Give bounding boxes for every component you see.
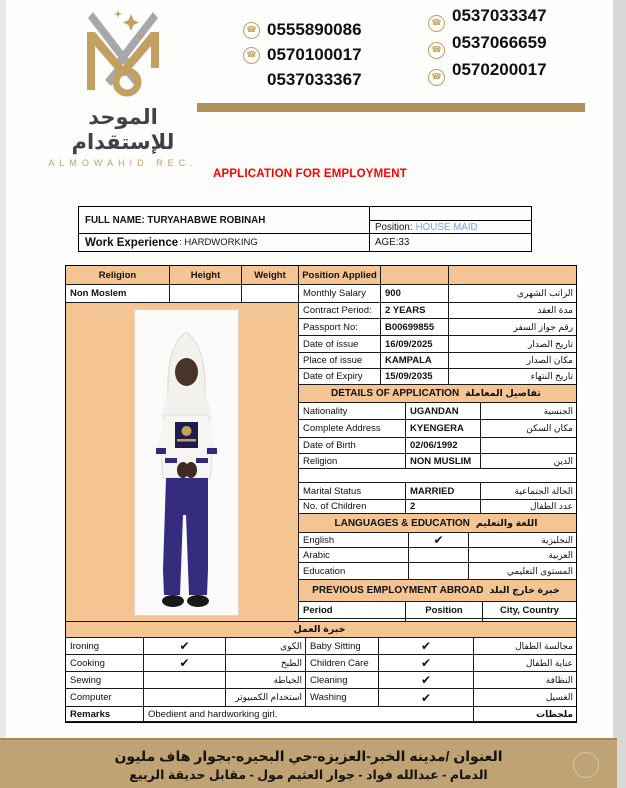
field-value: 2 <box>406 500 481 514</box>
applicant-summary-table <box>78 206 532 252</box>
checkmark: ✔ <box>379 689 474 707</box>
field-label-arabic: رقم جواز السفر <box>449 319 576 336</box>
language-label-arabic: النجليزية <box>469 533 576 548</box>
field-label: Date of Birth <box>299 438 406 454</box>
height-value <box>170 285 242 303</box>
skill-label: Washing <box>306 689 379 707</box>
checkmark: ✔ <box>379 638 474 655</box>
skill-label: Baby Sitting <box>306 638 379 655</box>
phone-number: 0570200017 <box>452 60 547 79</box>
checkmark <box>409 563 469 580</box>
field-value: KYENGERA <box>406 420 481 438</box>
skill-label: Cooking <box>66 655 144 672</box>
section-header-work-experience: خبرة العمل <box>66 622 576 638</box>
field-label: Contract Period: <box>299 303 381 319</box>
phone-icon: ☎ <box>428 15 445 32</box>
empty-cell <box>381 266 449 285</box>
religion-value: Non Moslem <box>66 285 170 303</box>
field-value: 15/09/2035 <box>381 369 449 385</box>
address-line-2: الدمام - عبدالله فواد - جوار العثيم مول - مقابل حديقة الربيع <box>129 768 488 782</box>
phone-number: 0570100017 <box>267 45 362 64</box>
page-title: APPLICATION FOR EMPLOYMENT <box>212 168 408 180</box>
checkmark <box>144 689 226 707</box>
field-label-arabic: تاريخ النتهاء <box>449 369 576 385</box>
position-value: HOUSE MAID <box>415 221 478 233</box>
field-value: UGANDAN <box>406 403 481 420</box>
field-value: B00699855 <box>381 319 449 336</box>
phone-icon: ☎ <box>428 42 445 59</box>
position-label: Position: <box>375 221 413 233</box>
field-label-arabic: مدة العقد <box>449 303 576 319</box>
prev-col-city: City, Country <box>483 602 576 619</box>
field-label-arabic: مكان السكن <box>481 420 576 438</box>
col-header-religion: Religion <box>66 266 170 285</box>
phone-number: 0537033367 <box>267 70 362 89</box>
phone-list-right <box>428 6 547 80</box>
language-label-arabic: المستوى التعليمي <box>469 563 576 580</box>
checkmark: ✔ <box>144 655 226 672</box>
field-value: 02/06/1992 <box>406 438 481 454</box>
field-value: 2 YEARS <box>381 303 449 319</box>
skill-label-arabic: الغسيل <box>474 689 576 707</box>
phone-row <box>428 60 547 80</box>
prev-col-period: Period <box>299 602 406 619</box>
field-label: Monthly Salary <box>299 285 381 303</box>
col-header-weight: Weight <box>242 266 299 285</box>
field-label-arabic <box>481 438 576 454</box>
spacer-row <box>299 469 576 483</box>
field-value: MARRIED <box>406 483 481 500</box>
field-label: Passport No: <box>299 319 381 336</box>
header-divider-bar <box>197 103 585 112</box>
age-cell: AGE:33 <box>375 237 410 248</box>
work-experience-cell <box>79 234 370 251</box>
skill-label: Cleaning <box>306 672 379 689</box>
applicant-photo <box>135 310 238 615</box>
phone-row <box>243 20 362 40</box>
field-label: Date of issue <box>299 336 381 353</box>
skill-label: Children Care <box>306 655 379 672</box>
field-value: KAMPALA <box>381 353 449 369</box>
work-experience-value: : HARDWORKING <box>179 237 258 248</box>
col-header-position-applied: Position Applied <box>299 266 381 285</box>
phone-row <box>243 45 362 65</box>
prev-col-position: Position <box>406 602 483 619</box>
footer-address-bar <box>0 738 617 788</box>
section-header-details: DETAILS OF APPLICATION تفاصيل المعاملة <box>299 385 576 403</box>
phone-number: 0555890086 <box>267 20 362 39</box>
phone-row <box>243 70 362 90</box>
empty-cell <box>449 266 576 285</box>
address-line-1: العنوان /مدينه الخبر-العزيزه-حي البحيره-بجوار هاف مليون <box>114 748 503 764</box>
brand-name-english: ALMOWAHID REC. <box>48 158 198 168</box>
checkmark <box>409 548 469 563</box>
phone-icon: ☎ <box>243 47 260 64</box>
weight-value <box>242 285 299 303</box>
photo-cell <box>66 303 299 622</box>
phone-list-left <box>243 20 362 90</box>
empty-cell <box>370 207 531 221</box>
details-panel <box>299 303 576 622</box>
field-label: Marital Status <box>299 483 406 500</box>
col-header-height: Height <box>170 266 242 285</box>
remarks-label: Remarks <box>66 707 144 722</box>
checkmark: ✔ <box>379 672 474 689</box>
skill-label: Computer <box>66 689 144 707</box>
work-experience-label: Work Experience <box>85 236 179 249</box>
brand-logo-icon <box>71 6 175 98</box>
language-label: English <box>299 533 409 548</box>
field-value: NON MUSLIM <box>406 454 481 469</box>
skill-label-arabic: الخياطة <box>226 672 306 689</box>
field-label-arabic: الدين <box>481 454 576 469</box>
checkmark: ✔ <box>379 655 474 672</box>
skill-label-arabic: الطبخ <box>226 655 306 672</box>
field-label-arabic: مكان الصدار <box>449 353 576 369</box>
field-label-arabic: تاريخ الصدار <box>449 336 576 353</box>
checkmark: ✔ <box>144 638 226 655</box>
field-label: No. of Children <box>299 500 406 514</box>
skill-label-arabic: عناية الطفال <box>474 655 576 672</box>
brand-block <box>48 6 198 168</box>
field-label: Place of issue <box>299 353 381 369</box>
scan-edge-left <box>0 0 6 788</box>
footer-emblem-icon <box>573 752 599 778</box>
scan-edge-right <box>613 0 626 788</box>
brand-name-arabic: الموحد للإستقدام <box>71 106 175 154</box>
skill-label-arabic: استخدام الكمبيوتر <box>226 689 306 707</box>
application-table <box>65 265 577 723</box>
phone-number: 0537033347 <box>452 6 547 25</box>
checkmark <box>144 672 226 689</box>
position-cell <box>370 221 531 233</box>
field-label-arabic: الحالة الجتماعية <box>481 483 576 500</box>
phone-icon: ☎ <box>428 69 445 86</box>
skill-label: Ironing <box>66 638 144 655</box>
field-label: Nationality <box>299 403 406 420</box>
field-label: Complete Address <box>299 420 406 438</box>
phone-icon: ☎ <box>243 22 260 39</box>
language-label: Education <box>299 563 409 580</box>
section-header-languages: LANGUAGES & EDUCATION اللغة والتعليم <box>299 514 576 533</box>
checkmark: ✔ <box>409 533 469 548</box>
field-label-arabic: الراتب الشهرى <box>449 285 576 303</box>
skill-label-arabic: النظافة <box>474 672 576 689</box>
field-label-arabic: الجنسية <box>481 403 576 420</box>
remarks-value: Obedient and hardworking girl. <box>144 707 474 722</box>
remarks-label-arabic: ملحظات <box>474 707 576 722</box>
field-value: 900 <box>381 285 449 303</box>
language-label-arabic: العربية <box>469 548 576 563</box>
skill-label: Sewing <box>66 672 144 689</box>
phone-number: 0537066659 <box>452 33 547 52</box>
full-name: FULL NAME: TURYAHABWE ROBINAH <box>79 207 370 233</box>
language-label: Arabic <box>299 548 409 563</box>
skill-label-arabic: مجالسة الطفال <box>474 638 576 655</box>
section-header-prev-employment: PREVIOUS EMPLOYMENT ABROAD خبرة خارج البلد <box>299 580 576 602</box>
field-value: 16/09/2025 <box>381 336 449 353</box>
skill-label-arabic: الكوى <box>226 638 306 655</box>
field-label: Date of Expiry <box>299 369 381 385</box>
phone-row <box>428 6 547 26</box>
field-label-arabic: عدد الطفال <box>481 500 576 514</box>
field-label: Religion <box>299 454 406 469</box>
phone-row <box>428 33 547 53</box>
